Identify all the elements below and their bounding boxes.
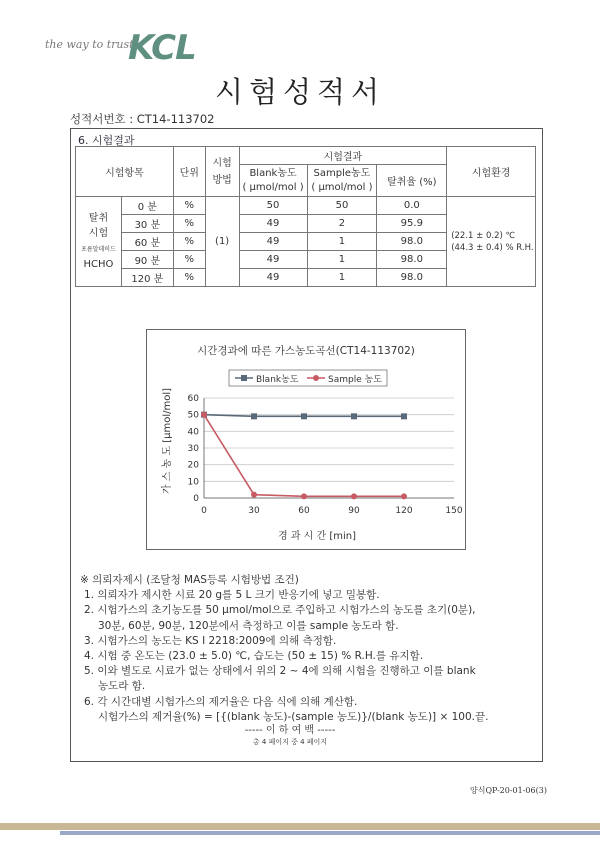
test-item-line2: 시험 — [88, 228, 109, 239]
x-tick-label: 90 — [348, 506, 360, 516]
time-cell: 120 분 — [121, 269, 173, 287]
header-sample-line2: ( μmol/mol ) — [311, 181, 373, 193]
note-line: 6. 각 시간대별 시험가스의 제거율은 다음 식에 의해 계산함. — [84, 695, 358, 708]
legend-sample-label: Sample 농도 — [328, 375, 382, 385]
form-number: 양식QP-20-01-06(3) — [470, 786, 547, 795]
end-mark: ----- 이 하 여 백 ----- — [244, 725, 336, 737]
note-line: 시험가스의 제거율(%) = [{(blank 농도)-(sample 농도)}/(blank 농도)] × 100.끝. — [98, 710, 489, 723]
removal-cell: 95.9 — [377, 215, 447, 233]
y-tick-label: 10 — [187, 477, 199, 488]
x-tick-label: 30 — [248, 506, 260, 516]
legend-blank-label: Blank농도 — [256, 375, 299, 385]
table-row — [76, 197, 536, 215]
y-tick-label: 0 — [193, 494, 199, 504]
notes-section — [80, 573, 540, 747]
time-cell: 90 분 — [121, 251, 173, 269]
sample-data-point — [351, 493, 357, 499]
kcl-logo: KCL — [128, 28, 196, 68]
test-item-formaldehyde: 포름알데히드 — [81, 246, 116, 253]
header-blank-line2: ( μmol/mol ) — [242, 181, 304, 193]
blank-cell: 49 — [239, 215, 307, 233]
footer-bar-tan — [0, 823, 600, 830]
tagline: the way to trust — [45, 38, 134, 51]
sample-cell: 1 — [307, 269, 377, 287]
footer-bar-blue — [60, 831, 600, 835]
notes-heading: ※ 의뢰자제시 (조달청 MAS등록 시험방법 조건) — [80, 574, 299, 586]
blank-data-point — [351, 413, 357, 419]
chart-marks — [201, 412, 407, 500]
removal-cell: 98.0 — [377, 251, 447, 269]
header-sample-conc — [307, 165, 377, 197]
header-method-line1: 시험 — [212, 157, 232, 169]
note-line: 3. 시험가스의 농도는 KS I 2218:2009에 의해 측정함. — [84, 634, 337, 647]
page-info: 총 4 페이지 중 4 페이지 — [252, 738, 328, 747]
blank-cell: 49 — [239, 269, 307, 287]
header-test-result: 시험결과 — [239, 147, 447, 165]
header-unit: 단위 — [173, 147, 205, 197]
header-blank-line1: Blank농도 — [249, 167, 297, 179]
sample-data-point — [301, 493, 307, 499]
note-line: 1. 의뢰자가 제시한 시료 20 g를 5 L 크기 반응기에 넣고 밀봉함. — [84, 589, 380, 602]
unit-cell: % — [173, 215, 205, 233]
blank-cell: 50 — [239, 197, 307, 215]
unit-cell: % — [173, 197, 205, 215]
x-tick-label: 60 — [298, 506, 310, 516]
test-item-hcho: HCHO — [83, 259, 114, 270]
unit-cell: % — [173, 233, 205, 251]
sample-cell: 1 — [307, 233, 377, 251]
blank-data-point — [401, 413, 407, 419]
removal-cell: 98.0 — [377, 233, 447, 251]
note-line: 2. 시험가스의 초기농도를 50 μmol/mol으로 주입하고 시험가스의 농도를 초기(0분), — [84, 604, 476, 617]
header-method — [205, 147, 239, 197]
time-cell: 0 분 — [121, 197, 173, 215]
results-table — [75, 146, 536, 287]
sample-cell: 1 — [307, 251, 377, 269]
env-temperature: (22.1 ± 0.2) ℃ — [451, 230, 516, 241]
header-blank-conc — [239, 165, 307, 197]
blank-data-point — [301, 413, 307, 419]
legend-blank-marker — [241, 375, 247, 381]
y-tick-label: 30 — [187, 444, 199, 454]
x-tick-label: 150 — [445, 506, 463, 516]
header-test-environment: 시험환경 — [447, 147, 536, 197]
test-item-line1: 탈취 — [88, 213, 109, 224]
removal-cell: 0.0 — [377, 197, 447, 215]
y-tick-label: 20 — [187, 460, 199, 471]
blank-data-point — [251, 413, 257, 419]
x-axis-label: 경 과 시 간 [min] — [277, 531, 357, 542]
sample-data-point — [401, 493, 407, 499]
note-line: 5. 이와 별도로 시료가 없는 상태에서 위의 2 ~ 4에 의해 시험을 진행하고 이를 blank — [84, 665, 476, 678]
x-tick-label: 0 — [201, 506, 207, 516]
chart-title: 시간경과에 따른 가스농도곡선(CT14-113702) — [197, 345, 415, 357]
blank-cell: 49 — [239, 251, 307, 269]
time-cell: 60 분 — [121, 233, 173, 251]
series-line-sample — [204, 415, 404, 497]
y-axis-label: 가 스 농 도 [μmol/mol] — [162, 387, 173, 495]
certificate-number: 성적서번호 : CT14-113702 — [70, 112, 215, 126]
note-line: 농도라 함. — [98, 680, 146, 693]
chart-svg — [147, 330, 465, 549]
unit-cell: % — [173, 269, 205, 287]
y-tick-label: 60 — [187, 394, 199, 404]
sample-data-point — [251, 492, 257, 498]
x-tick-label: 120 — [395, 506, 413, 516]
env-humidity: (44.3 ± 0.4) % R.H. — [451, 242, 534, 253]
gas-concentration-chart — [146, 329, 466, 550]
unit-cell: % — [173, 251, 205, 269]
header-method-line2: 방법 — [212, 174, 232, 186]
chart-legend — [229, 370, 387, 386]
test-item-cell — [76, 197, 122, 287]
header-test-item: 시험항목 — [76, 147, 174, 197]
method-cell: (1) — [205, 197, 239, 287]
note-line: 30분, 60분, 90분, 120분에서 측정하고 이를 sample 농도라 함. — [98, 619, 399, 632]
environment-cell — [447, 197, 536, 287]
sample-cell: 2 — [307, 215, 377, 233]
legend-sample-marker — [313, 375, 319, 381]
header-removal-rate: 탈취율 (%) — [377, 165, 447, 197]
header-sample-line1: Sample농도 — [313, 167, 371, 179]
sample-cell: 50 — [307, 197, 377, 215]
page-title: 시험성적서 — [214, 75, 386, 109]
y-tick-label: 50 — [187, 410, 199, 421]
time-cell: 30 분 — [121, 215, 173, 233]
note-line: 4. 시험 중 온도는 (23.0 ± 5.0) ℃, 습도는 (50 ± 15) % R.H.를 유지함. — [84, 650, 424, 663]
section-title: 6. 시험결과 — [78, 134, 135, 147]
sample-data-point — [201, 412, 207, 418]
y-tick-label: 40 — [187, 427, 199, 438]
removal-cell: 98.0 — [377, 269, 447, 287]
blank-cell: 49 — [239, 233, 307, 251]
